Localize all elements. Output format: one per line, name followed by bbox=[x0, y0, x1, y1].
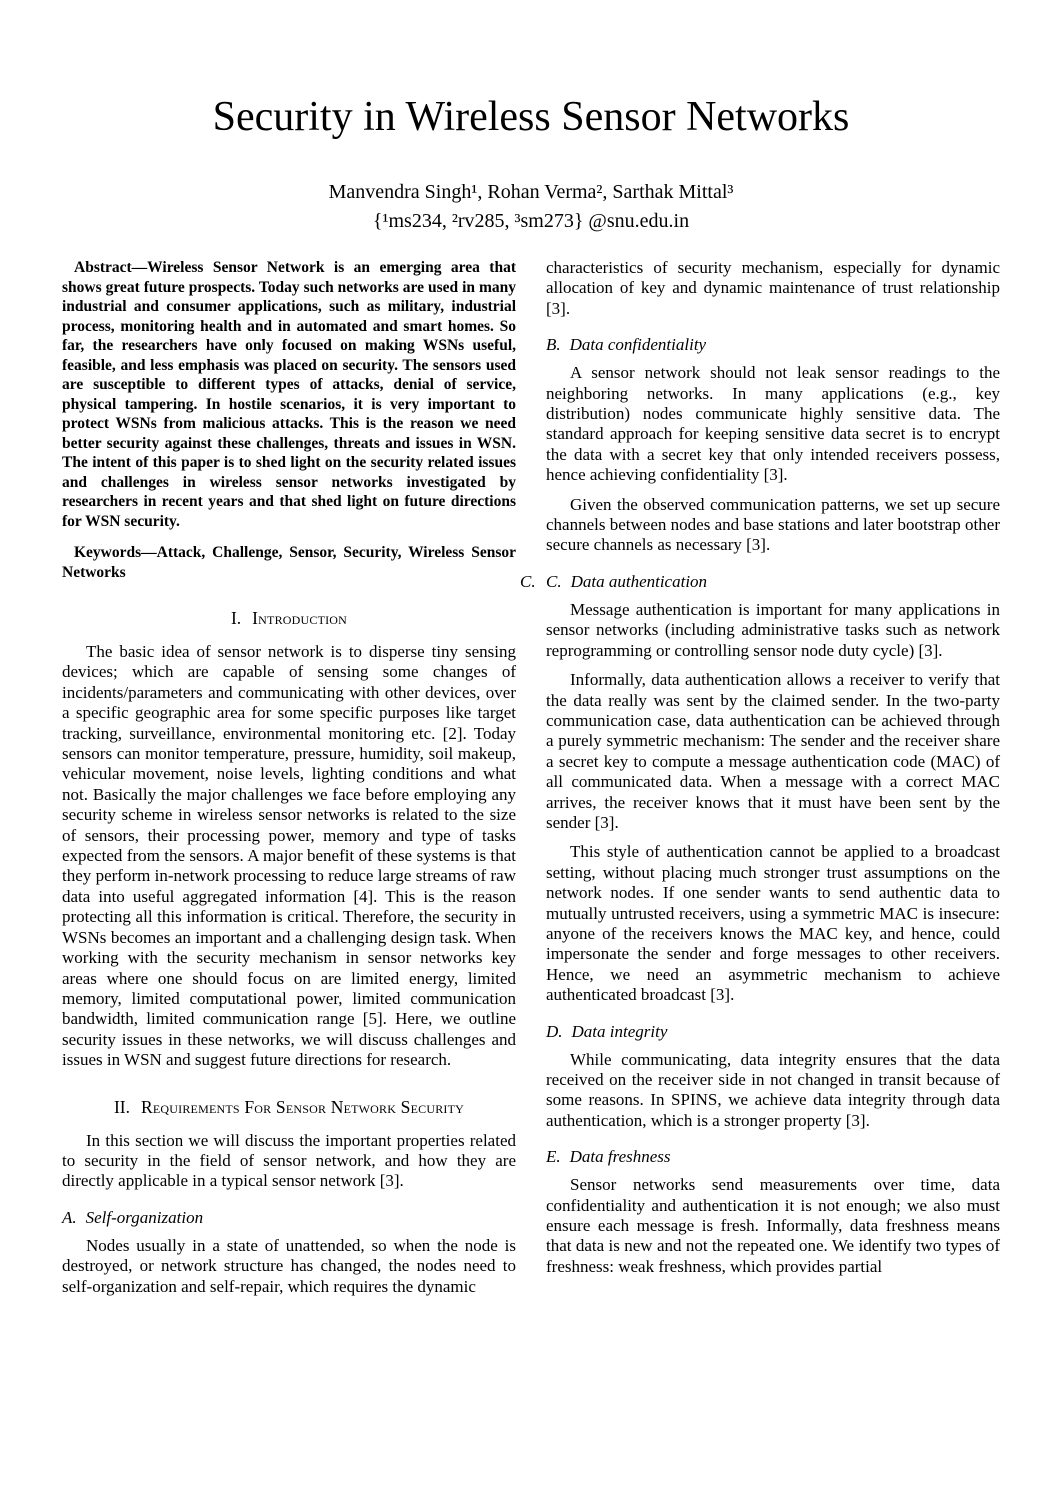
subsection-number: B. bbox=[546, 335, 561, 355]
subsection-heading-data-integrity bbox=[546, 1021, 1000, 1042]
subsection-heading-self-organization bbox=[62, 1207, 516, 1228]
subsection-label: Data authentication bbox=[570, 571, 708, 591]
paragraph-data-authentication-1: Message authentication is important for many applications in sensor networks (including administrative tasks such as network reprogramming or controlling sensor node duty cycle) [3]. bbox=[546, 599, 1000, 660]
author-emails: {¹ms234, ²rv285, ³sm273} @snu.edu.in bbox=[372, 210, 690, 232]
paragraph-data-confidentiality-2: Given the observed communication patterns, we set up secure channels between nodes and base stations and later bootstrap other secure channels as necessary [3]. bbox=[546, 494, 1000, 555]
abstract-paragraph: Abstract—Wireless Sensor Network is an emerging area that shows great future prospects. Today such networks are used in many industrial and consumer applications, such as military, industrial process, monitoring health and in automated and smart homes. So far, the researchers have only focused on making WSNs useful, feasible, and less emphasis was placed on security. The sensors used are susceptible to different types of attacks, denial of service, physical tampering. In hostile scenarios, it is very important to protect WSNs from malicious attacks. This is the reason we need better security against these challenges, threats and issues in WSN. The intent of this paper is to shed light on the security related issues and challenges in wireless sensor networks investigated by researchers in recent years and that shed light on future directions for WSN security. bbox=[62, 259, 516, 530]
subsection-number: E. bbox=[546, 1147, 561, 1167]
subsection-label: Self-organization bbox=[85, 1207, 204, 1227]
subsection-number: C. bbox=[546, 571, 562, 591]
paragraph-introduction: The basic idea of sensor network is to disperse tiny sensing devices; which are capable of sensing some changes of incidents/parameters and communicating with other devices, over a specific geographic area for some specific purposes like target tracking, surveillance, environmental monitoring etc. [2]. Today sensors can monitor temperature, pressure, humidity, soil makeup, vehicular movement, noise levels, lighting conditions and what not. Basically the major challenges we face before employing any security scheme in wireless sensor networks is related to the size of sensors, their processing power, memory and type of tasks expected from the sensors. A major benefit of these systems is that they perform in-network processing to reduce large streams of raw data into useful aggregated information [4]. This is the reason protecting all this information is critical. Therefore, the security in WSNs becomes an important and a challenging design task. When working with the security mechanism in sensor networks key areas where one should focus on are limited energy, limited memory, limited computational power, limited communication bandwidth, limited communication range [5]. Here, we outline security issues in these networks, we will discuss challenges and issues in WSN and suggest future directions for research. bbox=[62, 642, 516, 1070]
subsection-list-marker: C. bbox=[520, 571, 536, 591]
two-column-body bbox=[62, 258, 1000, 1306]
subsection-number: D. bbox=[546, 1021, 563, 1041]
paragraph-continuation: characteristics of security mechanism, especially for dynamic allocation of key and dynamic maintenance of trust relationship [3]. bbox=[546, 258, 1000, 318]
paragraph-data-freshness: Sensor networks send measurements over time, data confidentiality and authentication it is not enough; we also must ensure each message is fresh. Informally, data freshness means that data is new and not the repeated one. We identify two types of freshness: weak freshness, which provides partial bbox=[546, 1175, 1000, 1276]
paragraph-data-integrity: While communicating, data integrity ensures that the data received on the receiver side in not changed in transit because of some reasons. In SPINS, we achieve data integrity through data authentication, which is a stronger property [3]. bbox=[546, 1049, 1000, 1130]
subsection-heading-data-confidentiality bbox=[546, 334, 1000, 355]
paragraph-self-organization: Nodes usually in a state of unattended, so when the node is destroyed, or network structure has changed, the nodes need to self-organization and self-repair, which requires the dynamic bbox=[62, 1235, 516, 1296]
left-column bbox=[62, 258, 516, 1306]
keywords-paragraph: Keywords—Attack, Challenge, Sensor, Security, Wireless Sensor Networks bbox=[62, 544, 516, 581]
section-label: Requirements For Sensor Network Security bbox=[141, 1096, 465, 1117]
section-heading-requirements bbox=[62, 1097, 516, 1118]
section-number: II. bbox=[113, 1096, 131, 1117]
subsection-heading-data-authentication bbox=[520, 571, 1000, 592]
paper-title: Security in Wireless Sensor Networks bbox=[212, 94, 850, 140]
paragraph-data-authentication-2: Informally, data authentication allows a receiver to verify that the data really was sent by the claimed sender. In the two-party communication case, data authentication can be achieved through a purely symmetric mechanism: The sender and the receiver share a secret key to compute a message authentication code (MAC) of all communicated data. When a message with a correct MAC arrives, the receiver knows that it must have been sent by the sender [3]. bbox=[546, 670, 1000, 832]
subsection-label: Data integrity bbox=[571, 1021, 668, 1041]
subsection-heading-data-freshness bbox=[546, 1146, 1000, 1167]
section-number: I. bbox=[230, 608, 242, 628]
paragraph-data-confidentiality-1: A sensor network should not leak sensor readings to the neighboring networks. In many applications (e.g., key distribution) nodes communicate highly sensitive data. The standard approach for keeping sensitive data secret is to encrypt the data with a secret key that only intended receivers possess, hence achieving confidentiality [3]. bbox=[546, 363, 1000, 485]
right-column bbox=[520, 258, 1000, 1306]
section-label: Introduction bbox=[252, 608, 348, 628]
subsection-label: Data freshness bbox=[569, 1147, 671, 1167]
paragraph-requirements: In this section we will discuss the important properties related to security in the field of sensor network, and how they are directly applicable in a typical sensor network [3]. bbox=[62, 1130, 516, 1191]
subsection-label: Data confidentiality bbox=[569, 335, 707, 355]
paragraph-data-authentication-3: This style of authentication cannot be applied to a broadcast setting, without placing much stronger trust assumptions on the network nodes. If one sender wants to send authentic data to mutually untrusted receivers, using a symmetric MAC is insecure: anyone of the receivers knows the MAC key, and hence, could impersonate the sender and forge messages to other receivers. Hence, we need an asymmetric mechanism to achieve authenticated broadcast [3]. bbox=[546, 842, 1000, 1005]
section-heading-introduction bbox=[62, 608, 516, 629]
subsection-number: A. bbox=[62, 1207, 77, 1227]
author-line: Manvendra Singh¹, Rohan Verma², Sarthak Mittal³ bbox=[328, 181, 734, 203]
